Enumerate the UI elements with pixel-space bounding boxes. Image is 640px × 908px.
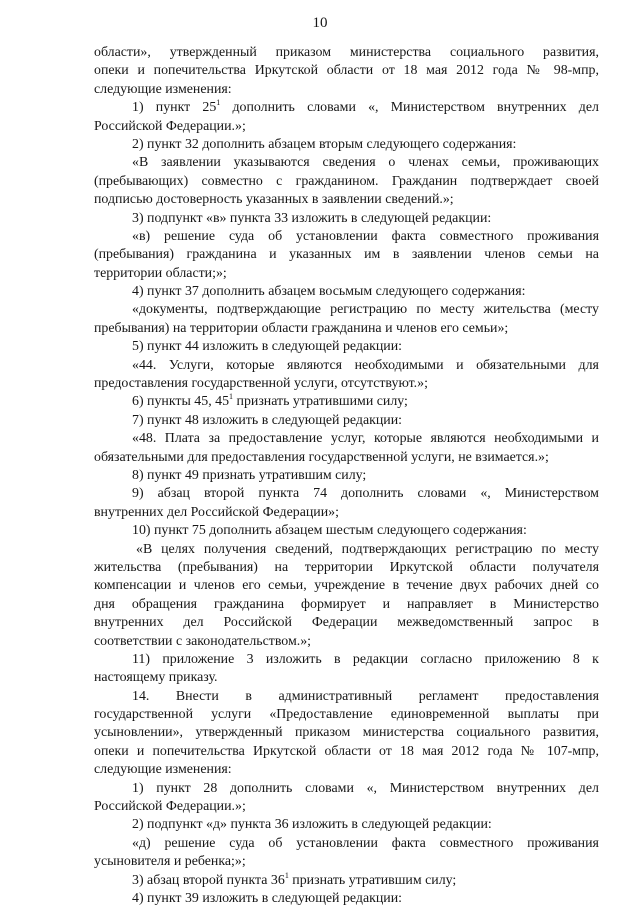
text-line: государственной услуги «Предоставление единовременной выплаты при xyxy=(94,707,599,723)
text-line: опеки и попечительства Иркутской области от 18 мая 2012 года № 107-мпр, xyxy=(94,743,599,759)
text-line: 4) пункт 39 изложить в следующей редакции: xyxy=(132,890,403,906)
text-line: (пребывающих) совместно с гражданином. Гражданин подтверждает своей xyxy=(94,173,599,189)
text-line: 2) подпункт «д» пункта 36 изложить в следующей редакции: xyxy=(132,817,492,833)
text-line: территории области;»; xyxy=(94,265,227,281)
text-line: 1) пункт 28 дополнить словами «, Министерством внутренних дел xyxy=(132,780,599,796)
text-line: обязательными для предоставления государственной услуги, не взимается.»; xyxy=(94,449,549,465)
text-line: 10) пункт 75 дополнить абзацем шестым следующего содержания: xyxy=(132,523,527,539)
text-line: внутренних дел Российской Федерации межведомственный запрос в xyxy=(94,615,599,631)
text-line: 5) пункт 44 изложить в следующей редакции: xyxy=(132,339,403,355)
text-line: 8) пункт 49 признать утратившим силу; xyxy=(132,467,367,483)
superscript: 1 xyxy=(284,870,289,880)
text-line: «в) решение суда об установлении факта совместного проживания xyxy=(132,228,599,244)
text-line: «44. Услуги, которые являются необходимыми и обязательными для xyxy=(132,357,599,373)
text-line: 1) пункт $25^1$ дополнить словами «, Министерством внутренних дел xyxy=(132,98,599,116)
text-line: 9) абзац второй пункта 74 дополнить словами «, Министерством xyxy=(132,486,599,502)
text-line: усыновлении», утвержденный приказом министерства социального развития, xyxy=(94,725,600,741)
text-line: области», утвержденный приказом министерства социального развития, xyxy=(94,45,599,60)
text-line: «д) решение суда об установлении факта совместного проживания xyxy=(132,835,599,851)
text-line: 14. Внести в административный регламент предоставления xyxy=(132,688,600,704)
text-line: пребывания) на территории области гражданина и членов его семьи»; xyxy=(94,320,509,336)
text-line: усыновителя и ребенка;»; xyxy=(94,854,246,870)
text-line: следующие изменения: xyxy=(94,762,232,778)
text-line: Российской Федерации.»; xyxy=(94,799,246,815)
text-line: «документы, подтверждающие регистрацию по месту жительства (месту xyxy=(132,302,599,318)
text-line: «48. Плата за предоставление услуг, которые являются необходимыми и xyxy=(132,431,599,447)
text-line: 7) пункт 48 изложить в следующей редакции: xyxy=(132,412,403,428)
text-line: компенсации и членов его семьи, учреждение в течение двух рабочих дней со xyxy=(94,578,599,594)
text-line: дня обращения гражданина формирует и направляет в Министерство xyxy=(94,596,599,612)
text-line: соответствии с законодательством.»; xyxy=(94,633,312,649)
text-line: «В заявлении указываются сведения о членах семьи, проживающих xyxy=(132,155,600,171)
text-line: подписью достоверность указанных в заявлении сведений.»; xyxy=(94,192,454,208)
text-line: «В целях получения сведений, подтверждающих регистрацию по месту xyxy=(136,541,599,557)
text-line: 4) пункт 37 дополнить абзацем восьмым следующего содержания: xyxy=(132,284,526,300)
text-line: настоящему приказу. xyxy=(94,670,218,686)
text-line: 3) подпункт «в» пункта 33 изложить в следующей редакции: xyxy=(132,210,492,226)
text-line: 6) пункты 45, $45^1$ признать утратившими силу; xyxy=(132,392,408,410)
superscript: 1 xyxy=(229,392,234,402)
text-line: опеки и попечительства Иркутской области от 18 мая 2012 года № 98-мпр, xyxy=(94,63,599,79)
text-line: Российской Федерации.»; xyxy=(94,118,246,134)
text-line: предоставления государственной услуги, отсутствуют.»; xyxy=(94,376,428,392)
superscript: 1 xyxy=(216,98,221,108)
text-line: внутренних дел Российской Федерации»; xyxy=(94,504,339,520)
document-body xyxy=(94,44,599,908)
text-line: 11) приложение 3 изложить в редакции согласно приложению 8 к xyxy=(132,651,599,667)
page-number: 10 xyxy=(312,15,328,31)
text-line: следующие изменения: xyxy=(94,81,232,97)
text-line: (пребывания) гражданина и указанных им в заявлении членов семьи на xyxy=(94,247,599,263)
text-line: 2) пункт 32 дополнить абзацем вторым следующего содержания: xyxy=(132,136,517,152)
text-line: 3) абзац второй пункта $36^1$ признать утратившим силу; xyxy=(132,870,457,888)
text-line: жительства (пребывания) на территории Иркутской области получателя xyxy=(94,559,599,575)
